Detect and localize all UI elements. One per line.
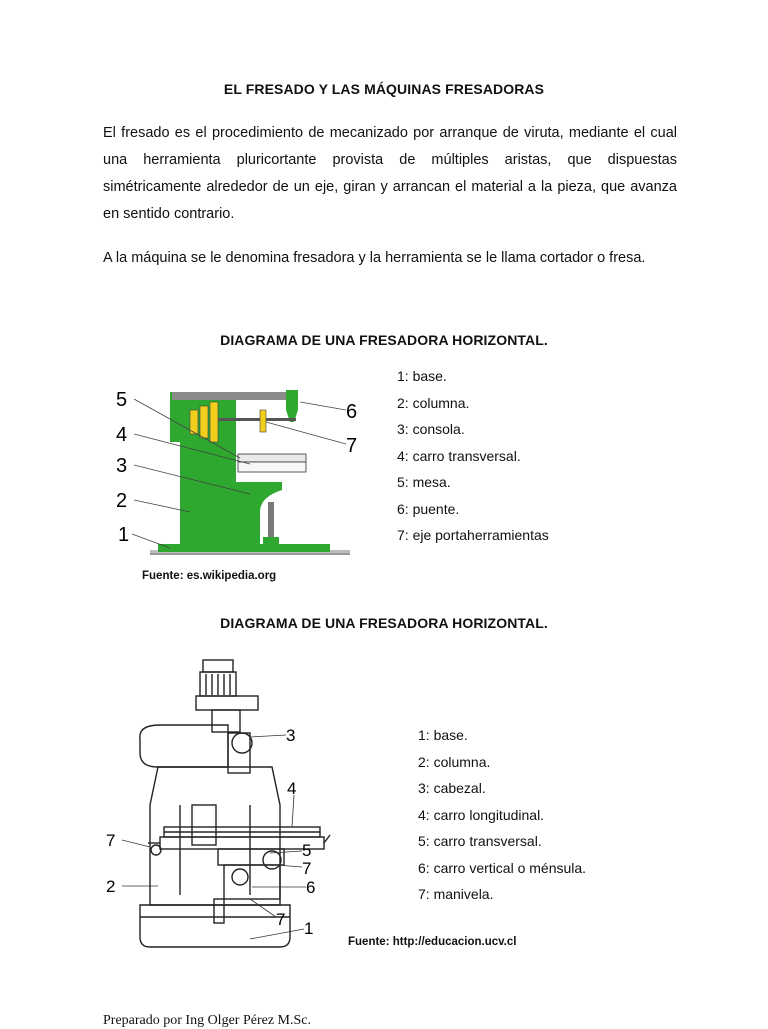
legend-item: 7: manivela. xyxy=(418,886,494,902)
legend-item: 1: base. xyxy=(418,727,468,743)
machine-base xyxy=(158,544,330,552)
callout-label: 6 xyxy=(346,401,358,423)
legend-item: 7: eje portaherramientas xyxy=(397,527,549,543)
page-title: EL FRESADO Y LAS MÁQUINAS FRESADORAS xyxy=(223,81,545,97)
page-footer: Preparado por Ing Olger Pérez M.Sc. xyxy=(103,1013,311,1028)
callout-label: 4 xyxy=(287,779,297,798)
machine-bridge xyxy=(172,392,298,400)
diagram2-legend xyxy=(418,722,586,908)
diagram1-heading: DIAGRAMA DE UNA FRESADORA HORIZONTAL. xyxy=(220,332,548,348)
callout-label: 3 xyxy=(116,455,128,477)
diagram1-legend xyxy=(397,363,549,549)
paragraph-definition: El fresado es el procedimiento de mecanizado por arranque de viruta, mediante el cual una herramienta pluricortante provista de múltiples aristas, que dispuestas simétricamente alrededor de un eje, giran y arrancan el material a la pieza, que avanza en sentido contrario. xyxy=(103,125,677,222)
diagram2-source: Fuente: http://educacion.ucv.cl xyxy=(348,936,517,948)
legend-item: 4: carro longitudinal. xyxy=(418,806,545,823)
legend-item: 5: carro transversal. xyxy=(418,833,542,849)
paragraph-machine: A la máquina se le denomina fresadora y la herramienta se le llama cortador o fresa. xyxy=(103,250,646,266)
horizontal-milling-machine-diagram xyxy=(110,382,358,560)
callout-label: 7 xyxy=(346,435,358,457)
diagram2-heading: DIAGRAMA DE UNA FRESADORA HORIZONTAL. xyxy=(220,615,548,631)
callout-label: 5 xyxy=(302,841,312,860)
legend-item: 6: puente. xyxy=(397,500,460,517)
legend-item: 2: columna. xyxy=(418,753,491,770)
callout-label: 1 xyxy=(304,919,314,938)
legend-item: 6: carro vertical o ménsula. xyxy=(418,859,587,876)
diagram1-source: Fuente: es.wikipedia.org xyxy=(142,570,277,582)
vertical-milling-machine-diagram xyxy=(100,655,330,955)
legend-item: 1: base. xyxy=(397,368,447,384)
callout-label: 7 xyxy=(276,910,286,929)
machine-table xyxy=(238,454,306,462)
callout-label: 7 xyxy=(106,831,116,850)
callout-label: 6 xyxy=(306,878,316,897)
callout-label: 7 xyxy=(302,859,312,878)
legend-item: 2: columna. xyxy=(397,394,470,411)
legend-item: 3: consola. xyxy=(397,421,465,437)
callout-label: 4 xyxy=(116,424,128,446)
callout-label: 2 xyxy=(106,877,116,896)
callout-label: 1 xyxy=(118,524,130,546)
legend-item: 4: carro transversal. xyxy=(397,447,521,464)
callout-label: 3 xyxy=(286,726,296,745)
callout-label: 5 xyxy=(116,389,128,411)
legend-item: 3: cabezal. xyxy=(418,780,486,796)
legend-item: 5: mesa. xyxy=(397,474,451,490)
callout-label: 2 xyxy=(116,490,128,512)
